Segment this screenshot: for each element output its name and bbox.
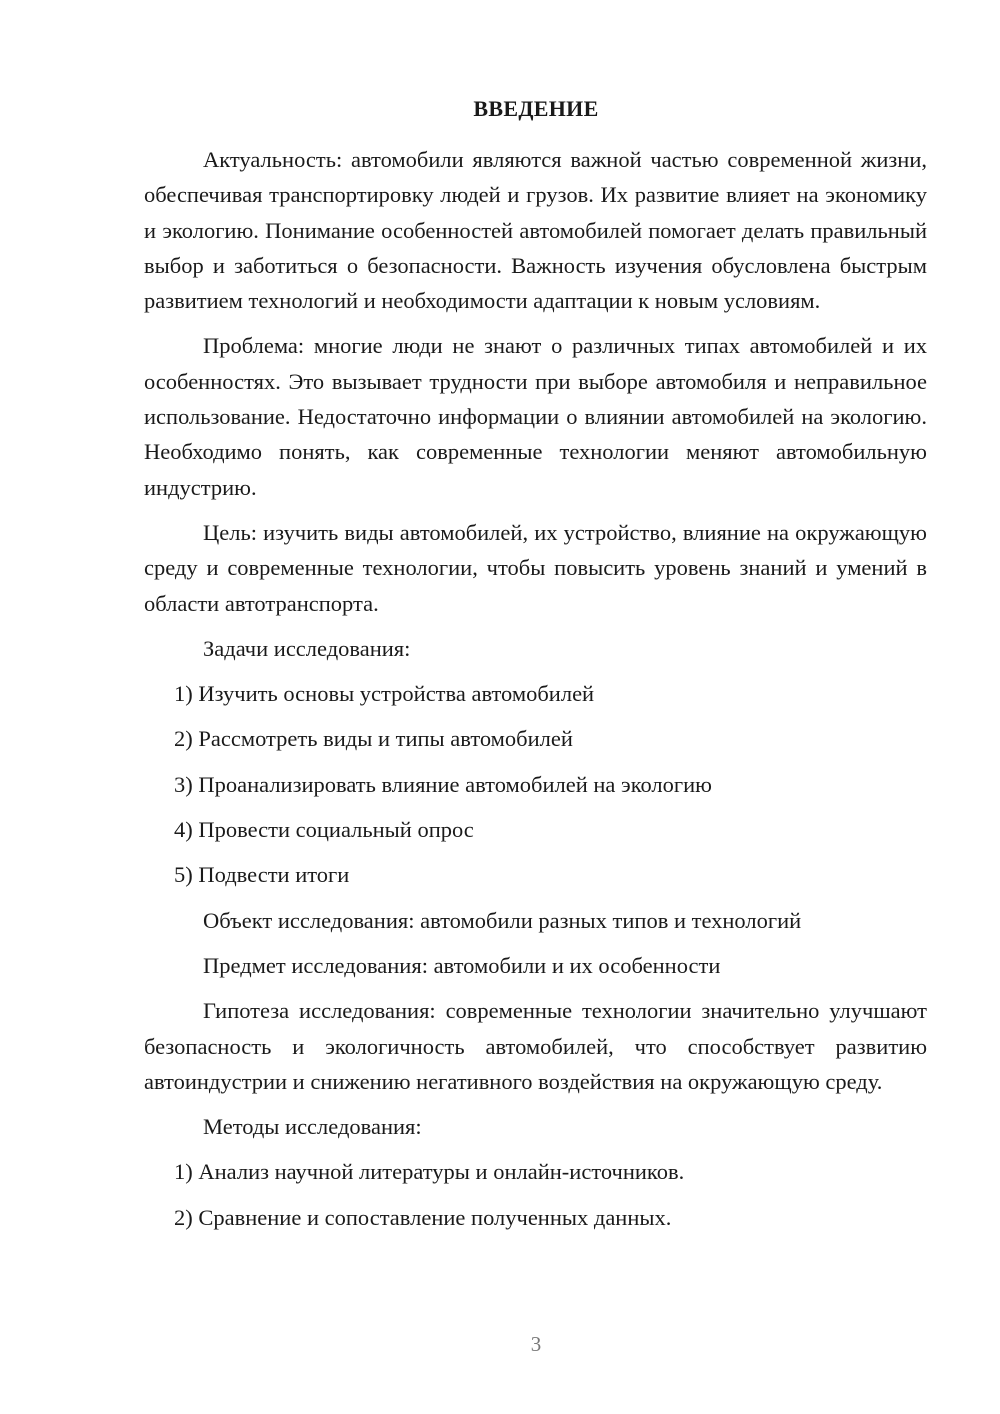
hypothesis-paragraph: Гипотеза исследования: современные технологии значительно улучшают безопасность и экологичность автомобилей, что способствует развитию автоиндустрии и снижению негативного воздействия на окружающую среду. [144,998,927,1094]
problem-paragraph: Проблема: многие люди не знают о различных типах автомобилей и их особенностях. Это вызывает трудности при выборе автомобиля и неправильное использование. Недостаточно информации о влиянии автомобилей на экологию. Необходимо понять, как современные технологии меняют автомобильную индустрию. [144,333,927,500]
document-body [144,142,927,1245]
goal-paragraph: Цель: изучить виды автомобилей, их устройство, влияние на окружающую среду и современные технологии, чтобы повысить уровень знаний и умений в области автотранспорта. [144,519,927,616]
relevance-paragraph: Актуальность: автомобили являются важной частью современной жизни, обеспечивая транспортировку людей и грузов. Их развитие влияет на экономику и экологию. Понимание особенностей автомобилей помогает делать правильный выбор и заботиться о безопасности. Важность изучения обусловлена быстрым развитием технологий и необходимости адаптации к новым условиям. [144,147,927,314]
page-number: 3 [530,1332,542,1356]
task-item: 2) Рассмотреть виды и типы автомобилей [174,726,573,752]
task-item: 4) Провести социальный опрос [174,817,474,843]
research-subject: Предмет исследования: автомобили и их особенности [203,952,721,978]
research-object: Объект исследования: автомобили разных типов и технологий [203,907,802,933]
page-title: ВВЕДЕНИЕ [473,96,599,121]
task-item: 3) Проанализировать влияние автомобилей на экологию [174,771,712,797]
task-item: 5) Подвести итоги [174,862,350,888]
methods-heading: Методы исследования: [203,1114,422,1140]
task-item: 1) Изучить основы устройства автомобилей [174,681,595,707]
method-item: 2) Сравнение и сопоставление полученных данных. [174,1204,672,1230]
method-item: 1) Анализ научной литературы и онлайн-источников. [174,1159,685,1185]
tasks-heading: Задачи исследования: [203,635,411,661]
